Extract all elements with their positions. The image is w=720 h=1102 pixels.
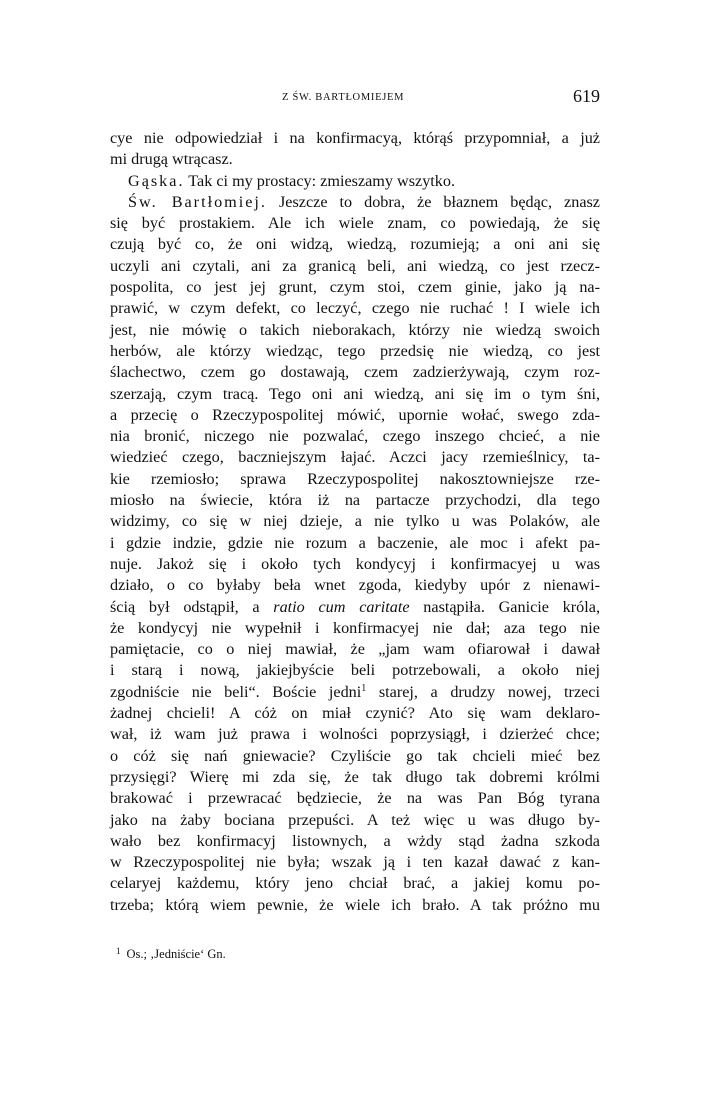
latin-phrase: ratio cum caritate xyxy=(273,597,410,616)
text-line: miosło na świecie, która iż na partacze przychodzi, dla tego xyxy=(110,491,600,510)
text-line: prawić, w czym defekt, co leczyć, czego nie ruchać ! I wiele ich xyxy=(110,299,600,318)
text-line: widzimy, co się w niej dzieje, a nie tylko u was Polaków, ale xyxy=(110,512,600,531)
body-text xyxy=(110,128,600,916)
text-line: uczyli ani czytali, ani za granicą beli, ani wiedzą, co jest rzecz- xyxy=(110,256,600,275)
line-part: nastąpiła. Ganicie króla, xyxy=(409,597,600,616)
line-part: starej, a drudzy nowej, trzeci xyxy=(366,682,600,701)
text-line: pospolita, co jest jej grunt, czym stoi, czem ginie, jako ją na- xyxy=(110,278,600,297)
text-line: mi drugą wtrącasz. xyxy=(110,150,233,169)
footnote-text: Os.; ‚Jedniście‘ Gn. xyxy=(126,947,226,961)
text-line: jest, nie mówię o takich nieborakach, którzy nie wiedzą swoich xyxy=(110,320,600,339)
text-line: w Rzeczypospolitej nie była; wszak ją i ten kazał dawać z kan- xyxy=(110,853,600,872)
text-line: wiedzieć czego, baczniejszym łajać. Aczci jacy rzemieślnicy, ta- xyxy=(110,448,600,467)
footnote xyxy=(116,946,226,962)
text-line xyxy=(110,171,600,192)
running-head: Z ŚW. BARTŁOMIEJEM xyxy=(282,92,405,103)
footnote-reference: 1 xyxy=(361,682,367,694)
text-line xyxy=(110,682,600,703)
dialogue-text: Tak ci my prostacy: zmieszamy wszytko. xyxy=(184,171,456,190)
text-line: żadnej chcieli! A cóż on miał czynić? Ato się wam deklaro- xyxy=(110,704,600,723)
text-line: jako na żaby bociana przepuści. A też więc u was długo by- xyxy=(110,810,600,829)
text-line: i gdzie indzie, gdzie nie rozum a baczenie, ale moc i afekt pa- xyxy=(110,533,600,552)
page-number: 619 xyxy=(573,86,600,106)
text-line: trzeba; którą wiem pewnie, że wiele ich brało. A tak próżno mu xyxy=(110,895,600,914)
text-line: czują być co, że oni widzą, wiedzą, rozumieją; a oni ani się xyxy=(110,235,600,254)
text-line: przysięgi? Wierę mi zda się, że tak długo tak dobremi królmi xyxy=(110,767,600,786)
text-line: wało bez konfirmacyj listownych, a wżdy stąd żadna szkoda xyxy=(110,831,600,850)
text-line: kie rzemiosło; sprawa Rzeczypospolitej nakosztowniejsze rze- xyxy=(110,469,600,488)
text-line: celaryej każdemu, który jeno chciał brać, a jakiej komu po- xyxy=(110,874,600,893)
text-line: pamiętacie, co o niej mawiał, że „jam wam ofiarował i dawał xyxy=(110,640,600,659)
page-header xyxy=(110,86,600,110)
text-line: brakować i przewracać będziecie, że na was Pan Bóg tyrana xyxy=(110,789,600,808)
text-line: że kondycyj nie wypełnił i konfirmacyej nie dał; aza tego nie xyxy=(110,618,600,637)
text-line: ślachectwo, czem go dostawają, czem zadzierżywają, czym roz- xyxy=(110,363,600,382)
text-line: nia bronić, niczego nie pozwalać, czego inszego chcieć, a nie xyxy=(110,427,600,446)
speaker-name: Gąska. xyxy=(128,171,185,190)
speaker-name: Św. Bartłomiej. xyxy=(128,192,267,211)
text-line xyxy=(110,597,600,618)
line-part: zgodniście nie beli“. Boście jedni xyxy=(110,682,362,701)
text-line: działo, o co byłaby beła wnet zgoda, kiedyby upór z nienawi- xyxy=(110,576,600,595)
text-line: i starą i nową, jakiejbyście beli potrzebowali, a około niej xyxy=(110,661,600,680)
text-line: cye nie odpowiedział i na konfirmacyą, którąś przypomniał, a już xyxy=(110,129,600,147)
line-part: ścią był odstąpił, a xyxy=(110,597,274,616)
text-line: wał, iż wam już prawa i wolności poprzysiągł, i dzierżeć chce; xyxy=(110,725,600,744)
footnote-marker: 1 xyxy=(116,946,121,956)
text-line: o cóż się nań gniewacie? Czyliście go tak chcieli mieć bez xyxy=(110,746,600,765)
text-line: szerzają, czym tracą. Tego oni ani wiedzą, ani się im o tym śni, xyxy=(110,384,600,403)
text-line: a przecię o Rzeczypospolitej mówić, upornie wołać, swego zda- xyxy=(110,405,600,424)
dialogue-text: Jeszcze to dobra, że błaznem będąc, znasz xyxy=(266,192,600,211)
text-line xyxy=(110,192,600,213)
text-line: się być prostakiem. Ale ich wiele znam, co powiedają, że się xyxy=(110,214,600,233)
text-line: nuje. Jakoż się i około tych kondycyj i konfirmacyej u was xyxy=(110,554,600,573)
text-line: herbów, ale którzy wiedząc, tego przedsię nie wiedzą, co jest xyxy=(110,341,600,360)
